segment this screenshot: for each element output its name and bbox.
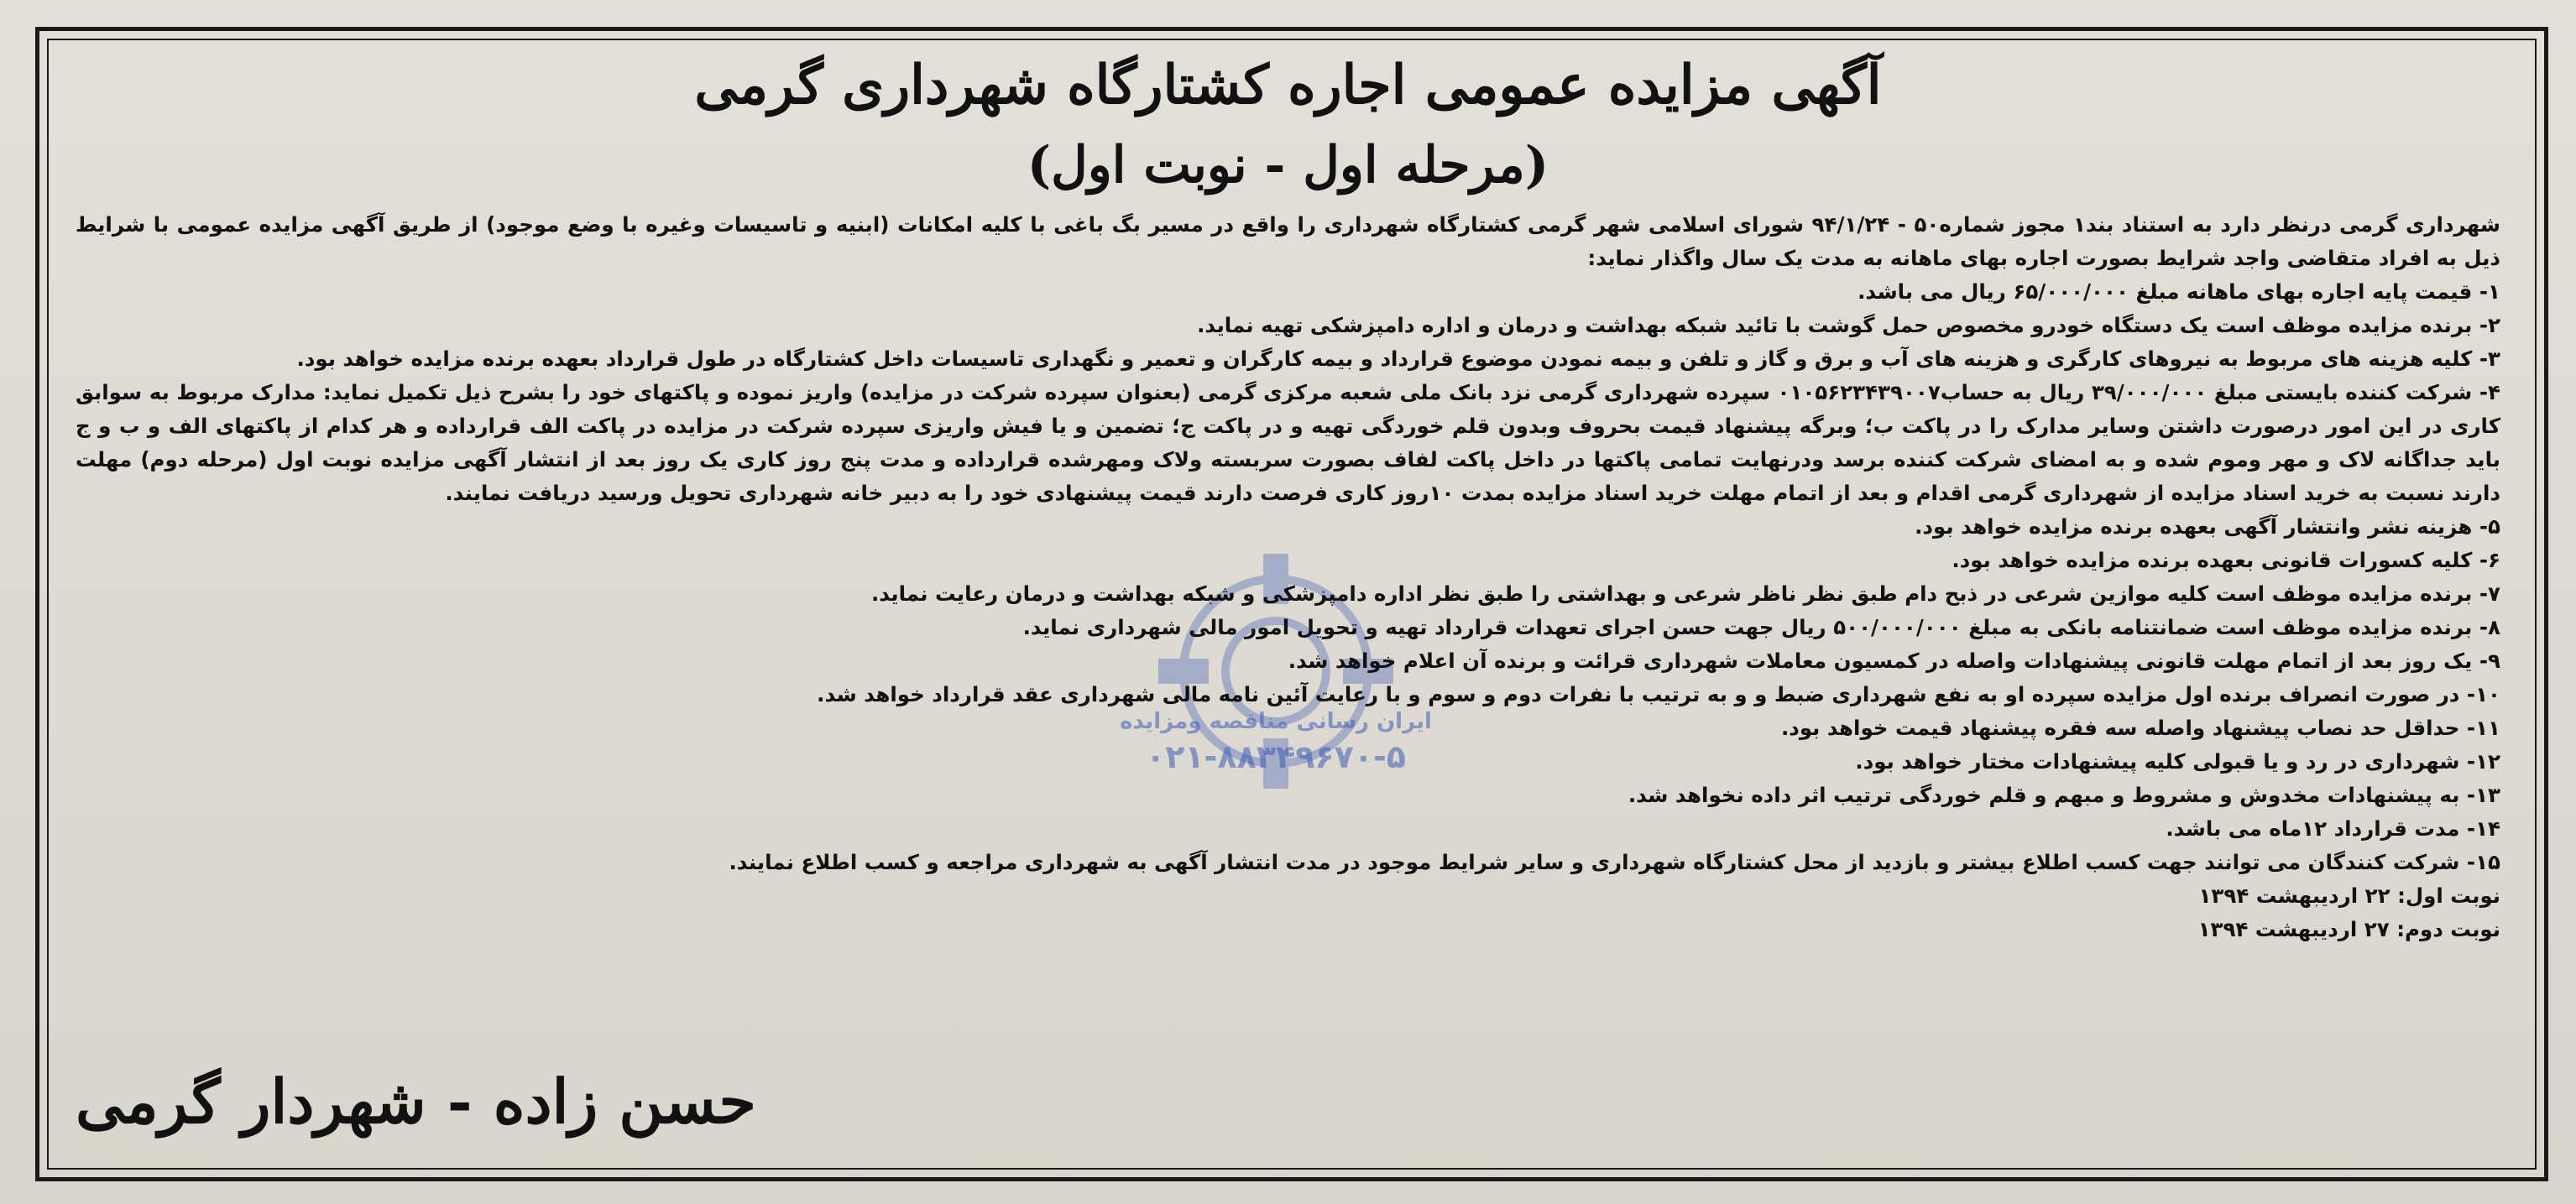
notice-title: آگهی مزایده عمومی اجاره کشتارگاه شهرداری گرمی	[694, 54, 1882, 117]
notice-signature: حسن زاده - شهردار گرمی	[76, 1066, 756, 1137]
notice-item: ۸- برنده مزایده موظف است ضمانتنامه بانکی به مبلغ ۵۰۰/۰۰۰/۰۰۰ ریال جهت حسن اجرای تعهدات قرارداد تهیه و تحویل امور مالی شهرداری نماید.	[1022, 615, 2500, 639]
notice-item: ۴- شرکت کننده بایستی مبلغ ۳۹/۰۰۰/۰۰۰ ریال به حساب۰۱۰۵۶۲۳۴۳۹۰۰۷ سپرده شهرداری گرمی نزد بانک ملی شعبه مرکزی گرمی (بعنوان سپرده شرکت در مزایده) واریز نموده و پاکتهای خود را بشرح ذیل تکمیل نماید: مدارک مربوط به سوابق کاری در این امور درصورت داشتن وسایر مدارک را در پاکت ب؛ وبرگه پیشنهاد قیمت بحروف وبدون قلم خوردگی تهیه و در پاکت ج؛ تضمین و یا فیش واریزی سپرده شرکت در مزایده در پاکت الف قرارداده و هر کدام از پاکتهای الف و ب و ج باید جداگانه لاک و مهر وموم شده و به امضای شرکت کننده برسد ودرنهایت تمامی پاکتها در داخل پاکت لفاف بصورت سربسته ولاک ومهرشده قرارداده و مدت پنج روز کاری یک روز بعد از انتشار آگهی مزایده نوبت اول (مرحله دوم) مهلت دارند نسبت به خرید اسناد مزایده از شهرداری گرمی اقدام و بعد از اتمام مهلت خرید اسناد مزایده بمدت ۱۰روز کاری فرصت دارند قیمت پیشنهادی خود را به دبیر خانه شهرداری تحویل ورسید دریافت نمایند.	[76, 380, 2500, 505]
notice-item: ۱۲- شهرداری در رد و یا قبولی کلیه پیشنهادات مختار خواهد بود.	[1855, 749, 2500, 774]
notice-item: ۱۵- شرکت کنندگان می توانند جهت کسب اطلاع بیشتر و بازدید از محل کشتارگاه شهرداری و سایر شرایط موجود در مدت انتشار آگهی به شهرداری مراجعه و کسب اطلاع نمایند.	[729, 850, 2500, 874]
notice-intro: شهرداری گرمی درنظر دارد به استناد بند۱ مجوز شماره۵۰ - ۹۴/۱/۲۴ شورای اسلامی شهر گرمی کشتارگاه شهرداری را واقع در مسیر بگ باغی با کلیه امکانات (ابنیه و تاسیسات وغیره با وضع موجود) از طریق آگهی مزایده عمومی با شرایط ذیل به افراد متقاضی واجد شرایط بصورت اجاره بهای ماهانه به مدت یک سال واگذار نماید:	[76, 212, 2501, 270]
notice-item: ۵- هزینه نشر وانتشار آگهی بعهده برنده مزایده خواهد بود.	[1915, 514, 2500, 539]
notice-subtitle: (مرحله اول - نوبت اول)	[1027, 136, 1549, 195]
notice-item: ۲- برنده مزایده موظف است یک دستگاه خودرو مخصوص حمل گوشت با تائید شبکه بهداشت و درمان و اداره دامپزشکی تهیه نماید.	[1197, 313, 2500, 337]
notice-item: ۱- قیمت پایه اجاره بهای ماهانه مبلغ ۶۵/۰۰۰/۰۰۰ ریال می باشد.	[1858, 279, 2500, 304]
notice-item: ۱۱- حداقل حد نصاب پیشنهاد واصله سه فقره پیشنهاد قیمت خواهد بود.	[1780, 716, 2500, 740]
notice-item: ۱۳- به پیشنهادات مخدوش و مشروط و مبهم و قلم خوردگی ترتیب اثر داده نخواهد شد.	[1628, 783, 2500, 807]
publish-date-second: نوبت دوم: ۲۷ اردیبهشت ۱۳۹۴	[2197, 917, 2500, 941]
publish-date-first: نوبت اول: ۲۲ اردیبهشت ۱۳۹۴	[2198, 883, 2500, 908]
notice-item: ۹- یک روز بعد از اتمام مهلت قانونی پیشنهادات واصله در کمسیون معاملات شهرداری قرائت و برنده آن اعلام خواهد شد.	[1288, 649, 2500, 673]
watermark-phone: ۰۲۱-۸۸۳۴۹۶۷۰-۵	[1146, 738, 1406, 775]
notice-item: ۳- کلیه هزینه های مربوط به نیروهای کارگری و هزینه های آب و برق و گاز و تلفن و بیمه نمودن موضوع قرارداد و بیمه کارگران و تعمیر و نگهداری تاسیسات داخل کشتارگاه در طول قرارداد بعهده برنده مزایده خواهد بود.	[296, 347, 2500, 371]
notice-body	[76, 208, 2500, 946]
watermark-text: ایران رسانی مناقصه ومزایده	[1120, 709, 1432, 734]
notice-item: ۶- کلیه کسورات قانونی بعهده برنده مزایده خواهد بود.	[1952, 548, 2500, 572]
notice-item: ۱۰- در صورت انصراف برنده اول مزایده سپرده او به نفع شهرداری ضبط و و به ترتیب با نفرات دوم و سوم و با رعایت آئین نامه مالی شهرداری عقد قرارداد خواهد شد.	[817, 682, 2500, 706]
notice-item: ۷- برنده مزایده موظف است کلیه موازین شرعی در ذبح دام طبق نظر ناظر شرعی و بهداشتی را طبق نظر اداره دامپزشکی و شبکه بهداشت و درمان رعایت نماید.	[870, 581, 2500, 606]
notice-item: ۱۴- مدت قرارداد ۱۲ماه می باشد.	[2166, 816, 2500, 841]
